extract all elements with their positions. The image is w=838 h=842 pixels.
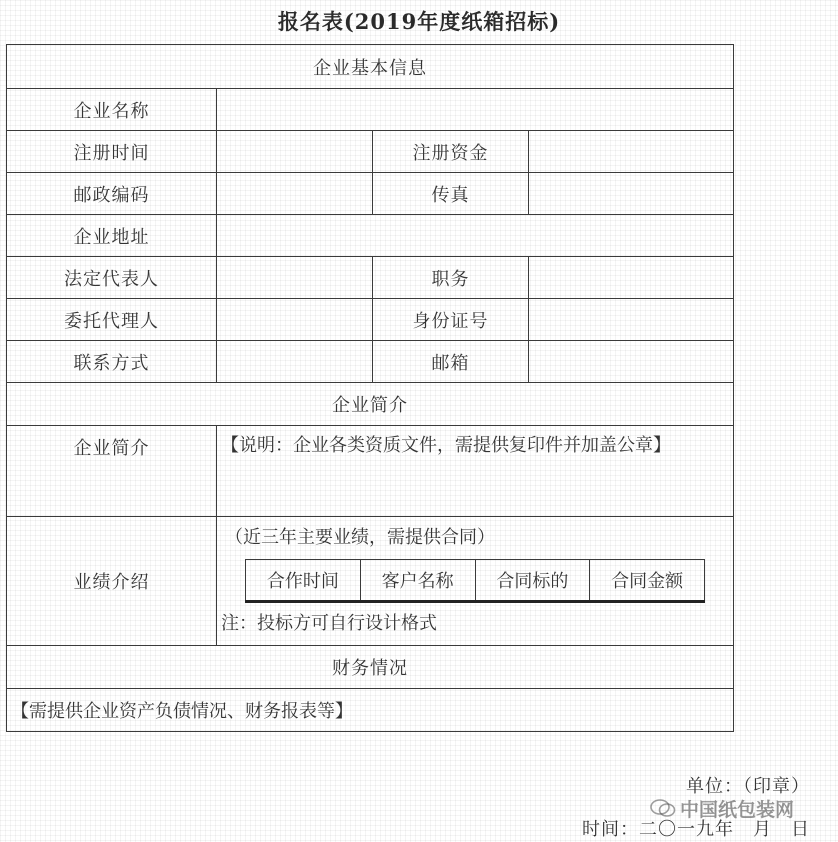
- section-finance: 财务情况: [7, 646, 734, 689]
- performance-note: （近三年主要业绩，需提供合同）: [225, 527, 495, 548]
- row-contact: [7, 341, 734, 383]
- registration-form-table: [6, 44, 734, 732]
- label-company-name: 企业名称: [7, 89, 217, 131]
- form-title: 报名表(2019年度纸箱招标): [277, 9, 561, 34]
- row-address: [7, 215, 734, 257]
- section-row-basic-info: [7, 45, 734, 89]
- row-registration: [7, 131, 734, 173]
- section-basic-info: 企业基本信息: [7, 45, 734, 89]
- performance-header-row: [246, 560, 705, 602]
- input-email[interactable]: [529, 341, 734, 383]
- label-reg-capital: 注册资金: [373, 131, 529, 173]
- label-performance: 业绩介绍: [7, 517, 217, 646]
- label-reg-time: 注册时间: [7, 131, 217, 173]
- input-fax[interactable]: [529, 173, 734, 215]
- signature-unit: 单位：（印章）: [686, 776, 810, 797]
- label-address: 企业地址: [7, 215, 217, 257]
- input-address[interactable]: [217, 215, 734, 257]
- input-reg-time[interactable]: [217, 131, 373, 173]
- row-intro: [7, 426, 734, 517]
- input-reg-capital[interactable]: [529, 131, 734, 173]
- section-row-intro: [7, 383, 734, 426]
- row-performance: [7, 517, 734, 646]
- input-position[interactable]: [529, 257, 734, 299]
- input-company-name[interactable]: [217, 89, 734, 131]
- row-finance: [7, 689, 734, 732]
- performance-col-client: 客户名称: [360, 560, 475, 602]
- label-legal-rep: 法定代表人: [7, 257, 217, 299]
- row-legal-rep: [7, 257, 734, 299]
- section-intro: 企业简介: [7, 383, 734, 426]
- label-email: 邮箱: [373, 341, 529, 383]
- label-id-no: 身份证号: [373, 299, 529, 341]
- signature-date: 时间：二〇一九年 月 日: [582, 819, 810, 840]
- performance-cell: [217, 517, 734, 646]
- performance-table: [245, 559, 705, 603]
- row-company-name: [7, 89, 734, 131]
- section-row-finance: [7, 646, 734, 689]
- finance-note[interactable]: 【需提供企业资产负债情况、财务报表等】: [7, 689, 734, 732]
- label-contact: 联系方式: [7, 341, 217, 383]
- input-postcode[interactable]: [217, 173, 373, 215]
- label-fax: 传真: [373, 173, 529, 215]
- input-contact[interactable]: [217, 341, 373, 383]
- label-postcode: 邮政编码: [7, 173, 217, 215]
- performance-col-amount: 合同金额: [590, 560, 705, 602]
- input-legal-rep[interactable]: [217, 257, 373, 299]
- intro-note[interactable]: 【说明：企业各类资质文件，需提供复印件并加盖公章】: [217, 426, 734, 517]
- row-agent: [7, 299, 734, 341]
- watermark-text: 中国纸包装网: [680, 799, 795, 821]
- input-agent[interactable]: [217, 299, 373, 341]
- input-id-no[interactable]: [529, 299, 734, 341]
- label-agent: 委托代理人: [7, 299, 217, 341]
- label-position: 职务: [373, 257, 529, 299]
- performance-footer: 注：投标方可自行设计格式: [221, 613, 437, 634]
- performance-col-subject: 合同标的: [475, 560, 590, 602]
- label-intro: 企业简介: [7, 426, 217, 517]
- performance-col-time: 合作时间: [246, 560, 361, 602]
- row-postcode-fax: [7, 173, 734, 215]
